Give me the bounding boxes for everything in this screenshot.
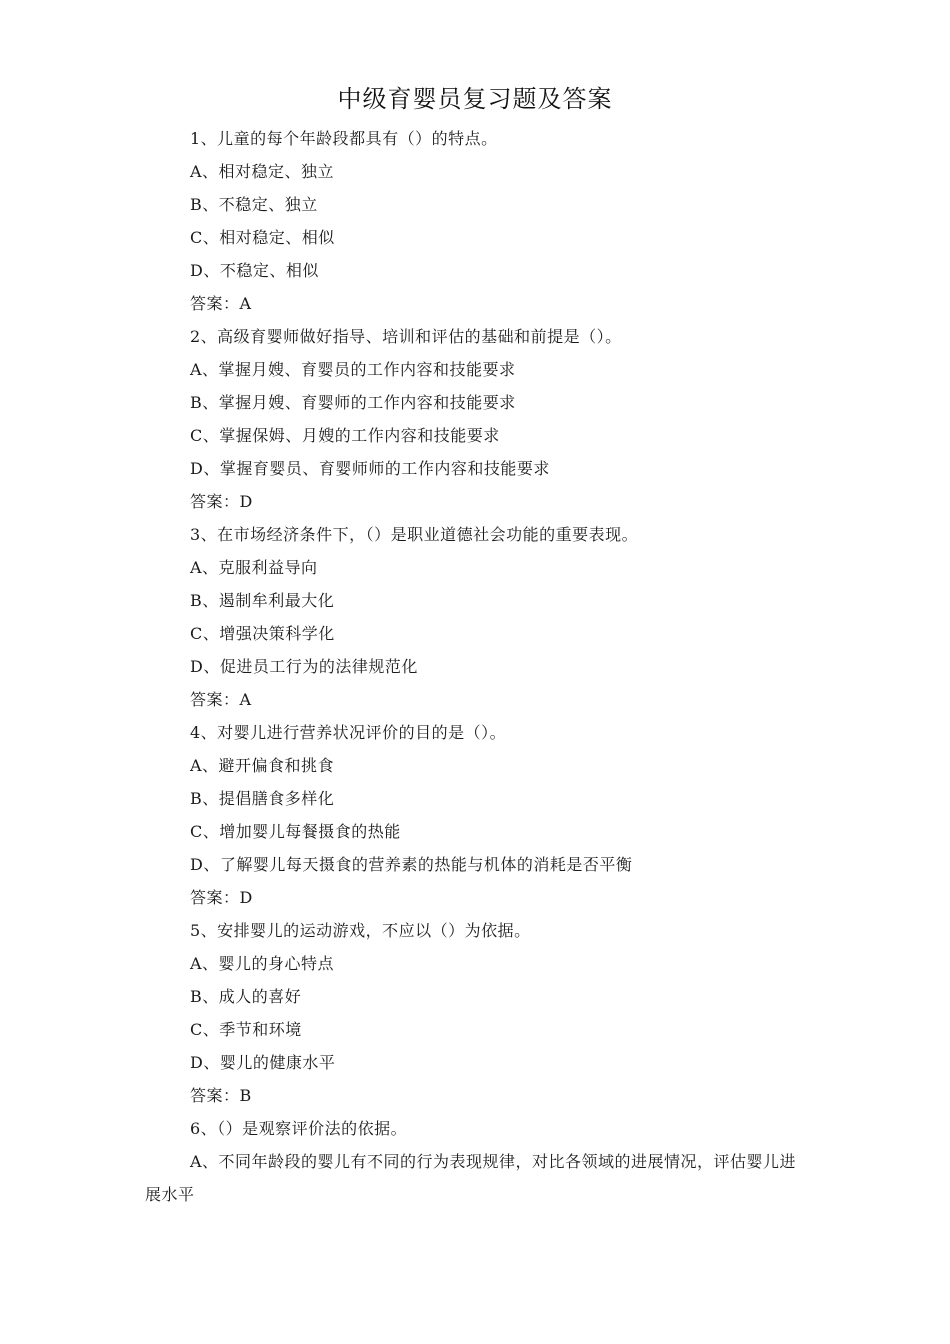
question-list (145, 122, 810, 1211)
answer-line: 答案：D (190, 492, 253, 511)
option-d: D、婴儿的健康水平 (190, 1053, 336, 1072)
option-b: B、不稳定、独立 (190, 195, 318, 214)
option-a: A、掌握月嫂、育婴员的工作内容和技能要求 (190, 360, 516, 379)
option-b: B、成人的喜好 (190, 987, 302, 1006)
question-stem: 3、在市场经济条件下，（）是职业道德社会功能的重要表现。 (190, 525, 639, 544)
question-stem: 1、儿童的每个年龄段都具有（）的特点。 (190, 129, 498, 148)
answer-line: 答案：A (190, 690, 252, 709)
option-c: C、相对稳定、相似 (190, 228, 335, 247)
document-title: 中级育婴员复习题及答案 (337, 85, 613, 113)
option-b: B、掌握月嫂、育婴师的工作内容和技能要求 (190, 393, 516, 412)
option-d: D、掌握育婴员、育婴师师的工作内容和技能要求 (190, 459, 550, 478)
option-b: B、遏制牟利最大化 (190, 591, 335, 610)
option-c: C、季节和环境 (190, 1020, 302, 1039)
option-a: A、不同年龄段的婴儿有不同的行为表现规律，对比各领域的进展情况，评估婴儿进展水平 (145, 1152, 797, 1204)
question-stem: 6、（）是观察评价法的依据。 (190, 1119, 408, 1138)
question-stem: 4、对婴儿进行营养状况评价的目的是（）。 (190, 723, 507, 742)
option-a: A、相对稳定、独立 (190, 162, 335, 181)
option-a: A、婴儿的身心特点 (190, 954, 335, 973)
option-a: A、克服利益导向 (190, 558, 318, 577)
option-d: D、了解婴儿每天摄食的营养素的热能与机体的消耗是否平衡 (190, 855, 633, 874)
option-c: C、掌握保姆、月嫂的工作内容和技能要求 (190, 426, 500, 445)
option-b: B、提倡膳食多样化 (190, 789, 335, 808)
answer-line: 答案：D (190, 888, 253, 907)
question-stem: 5、安排婴儿的运动游戏，不应以（）为依据。 (190, 921, 531, 940)
option-d: D、促进员工行为的法律规范化 (190, 657, 418, 676)
option-a: A、避开偏食和挑食 (190, 756, 335, 775)
option-d: D、不稳定、相似 (190, 261, 319, 280)
option-c: C、增加婴儿每餐摄食的热能 (190, 822, 401, 841)
answer-line: 答案：A (190, 294, 252, 313)
option-c: C、增强决策科学化 (190, 624, 335, 643)
question-stem: 2、高级育婴师做好指导、培训和评估的基础和前提是（）。 (190, 327, 622, 346)
answer-line: 答案：B (190, 1086, 252, 1105)
